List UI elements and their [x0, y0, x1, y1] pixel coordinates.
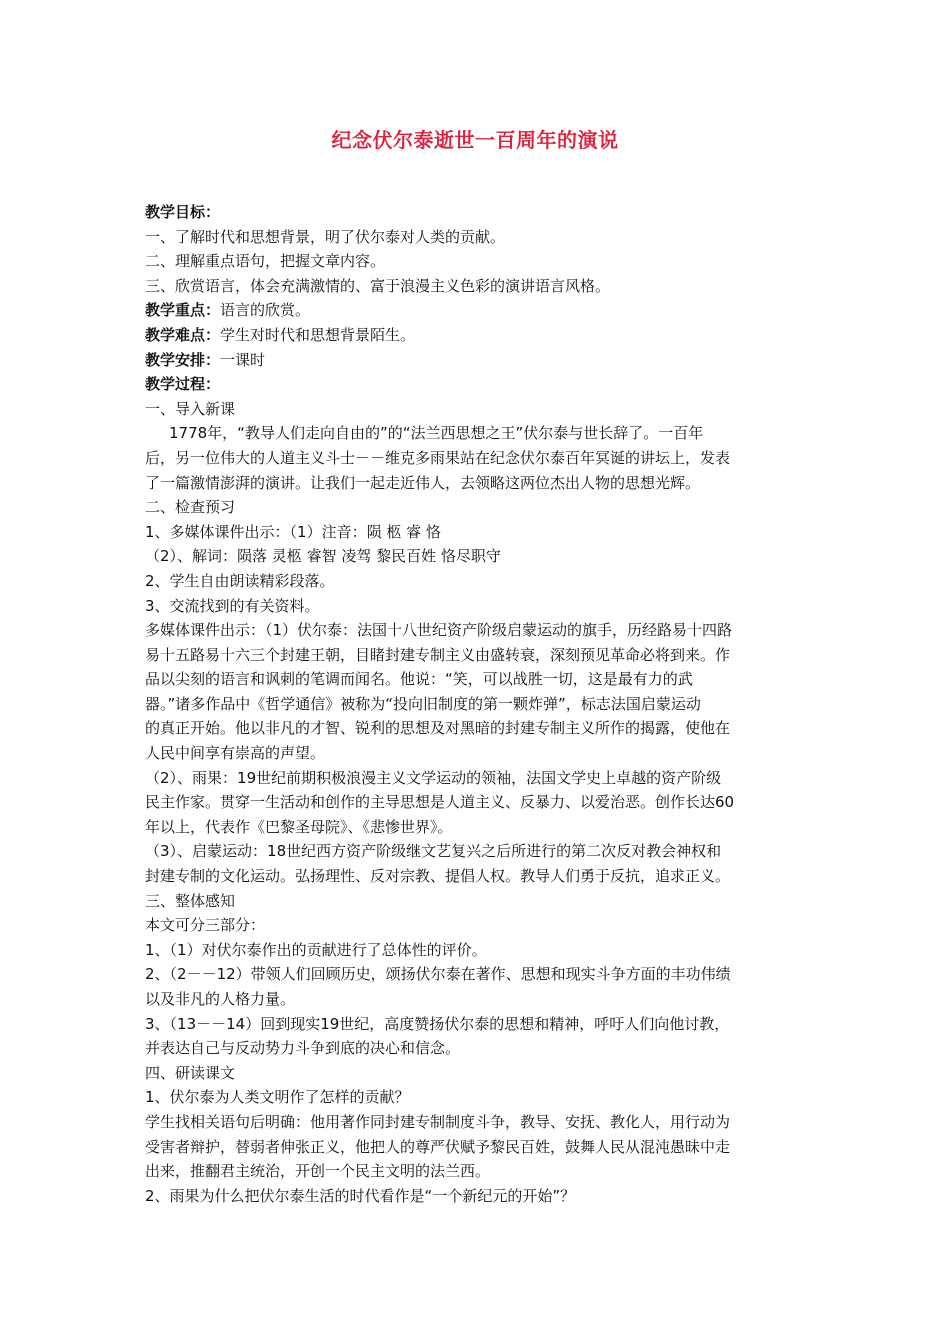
text-line: 以及非凡的人格力量。: [145, 990, 296, 1008]
text-line: 1、多媒体课件出示：（1）注音：陨 柩 睿 恪: [145, 522, 441, 541]
text-line: 学生找相关语句后明确：他用著作同封建专制制度斗争，教导、安抚、教化人，用行动为: [145, 1112, 731, 1131]
document-body: [145, 200, 807, 1208]
text-line: [145, 323, 807, 348]
text-line: 后，另一位伟大的人道主义斗士－－维克多雨果站在纪念伏尔泰百年冥诞的讲坛上，发表: [145, 448, 731, 467]
text-line: 出来，推翻君主统治，开创一个民主文明的法兰西。: [145, 1162, 491, 1181]
text-line: 2、雨果为什么把伏尔泰生活的时代看作是“一个新纪元的开始”？: [145, 1186, 576, 1205]
line-text: 一课时: [220, 350, 266, 369]
text-line: 年以上，代表作《巴黎圣母院》、《悲惨世界》。: [145, 817, 453, 836]
text-line: 器。”诸多作品中《哲学通信》被称为“投向旧制度的第一颗炸弹”，标志法国启蒙运动: [145, 694, 701, 713]
text-line: 3、（13－－14）回到现实19世纪，高度赞扬伏尔泰的思想和精神，呼吁人们向他讨教，: [145, 1014, 730, 1033]
text-line: 受害者辩护，替弱者伸张正义，他把人的尊严伏赋予黎民百姓，鼓舞人民从混沌愚昧中走: [145, 1137, 731, 1156]
line-label: 教学重点：: [145, 301, 221, 320]
text-line: （2）、解词：陨落 灵柩 睿智 凌驾 黎民百姓 恪尽职守: [145, 547, 501, 566]
text-line: [145, 348, 807, 373]
text-line: 人民中间享有崇高的声望。: [145, 744, 326, 763]
text-line: 三、整体感知: [145, 891, 236, 910]
text-line: [145, 298, 807, 323]
text-line: 2、（2－－12）带领人们回顾历史，颂扬伏尔泰在著作、思想和现实斗争方面的丰功伟绩: [145, 965, 731, 984]
text-line: 四、研读课文: [145, 1063, 236, 1082]
text-line: 一、了解时代和思想背景，明了伏尔泰对人类的贡献。: [145, 227, 506, 246]
text-line: 并表达自己与反动势力斗争到底的决心和信念。: [145, 1039, 461, 1058]
text-line: 教学目标：: [145, 203, 221, 221]
text-line: 三、欣赏语言，体会充满激情的、富于浪漫主义色彩的演讲语言风格。: [145, 276, 611, 295]
text-line: 民主作家。贯穿一生活动和创作的主导思想是人道主义、反暴力、以爱治恶。创作长达60: [145, 793, 735, 812]
text-line: （3）、启蒙运动：18世纪西方资产阶级继文艺复兴之后所进行的第二次反对教会神权和: [145, 842, 722, 861]
text-line: 1、伏尔泰为人类文明作了怎样的贡献？: [145, 1088, 410, 1107]
text-line: 教学过程：: [145, 375, 221, 394]
line-text: 学生对时代和思想背景陌生。: [220, 325, 416, 344]
text-line: 多媒体课件出示：（1）伏尔泰：法国十八世纪资产阶级启蒙运动的旗手，历经路易十四路: [145, 621, 733, 640]
document-title: 纪念伏尔泰逝世一百周年的演说: [331, 128, 619, 152]
text-line: 易十五路易十六三个封建王朝，目睹封建专制主义由盛转衰，深刻预见革命必将到来。作: [145, 645, 731, 664]
text-line: 二、理解重点语句，把握文章内容。: [145, 252, 386, 271]
text-line: 1、（1）对伏尔泰作出的贡献进行了总体性的评价。: [145, 940, 487, 959]
line-label: 教学难点：: [145, 325, 221, 344]
text-line: 3、交流找到的有关资料。: [145, 596, 320, 615]
line-text: 语言的欣赏。: [220, 301, 311, 320]
text-line: 封建专制的文化运动。弘扬理性、反对宗教、提倡人权。教导人们勇于反抗，追求正义。: [145, 867, 731, 886]
text-line: 的真正开始。他以非凡的才智、锐利的思想及对黑暗的封建专制主义所作的揭露，使他在: [145, 719, 731, 738]
text-line: 本文可分三部分：: [145, 916, 266, 935]
text-line: 了一篇激情澎湃的演讲。让我们一起走近伟人，去领略这两位杰出人物的思想光辉。: [145, 473, 701, 492]
line-label: 教学安排：: [145, 350, 221, 369]
text-line: 二、检查预习: [145, 498, 236, 517]
text-line: （2）、雨果：19世纪前期积极浪漫主义文学运动的领袖，法国文学史上卓越的资产阶级: [145, 768, 722, 787]
text-line: 一、导入新课: [145, 399, 236, 418]
text-line: 品以尖刻的语言和讽刺的笔调而闻名。他说：“笑，可以战胜一切，这是最有力的武: [145, 670, 693, 689]
text-line: 1778年，“教导人们走向自由的”的“法兰西思想之王”伏尔泰与世长辞了。一百年: [169, 424, 704, 443]
text-line: 2、学生自由朗读精彩段落。: [145, 571, 335, 590]
